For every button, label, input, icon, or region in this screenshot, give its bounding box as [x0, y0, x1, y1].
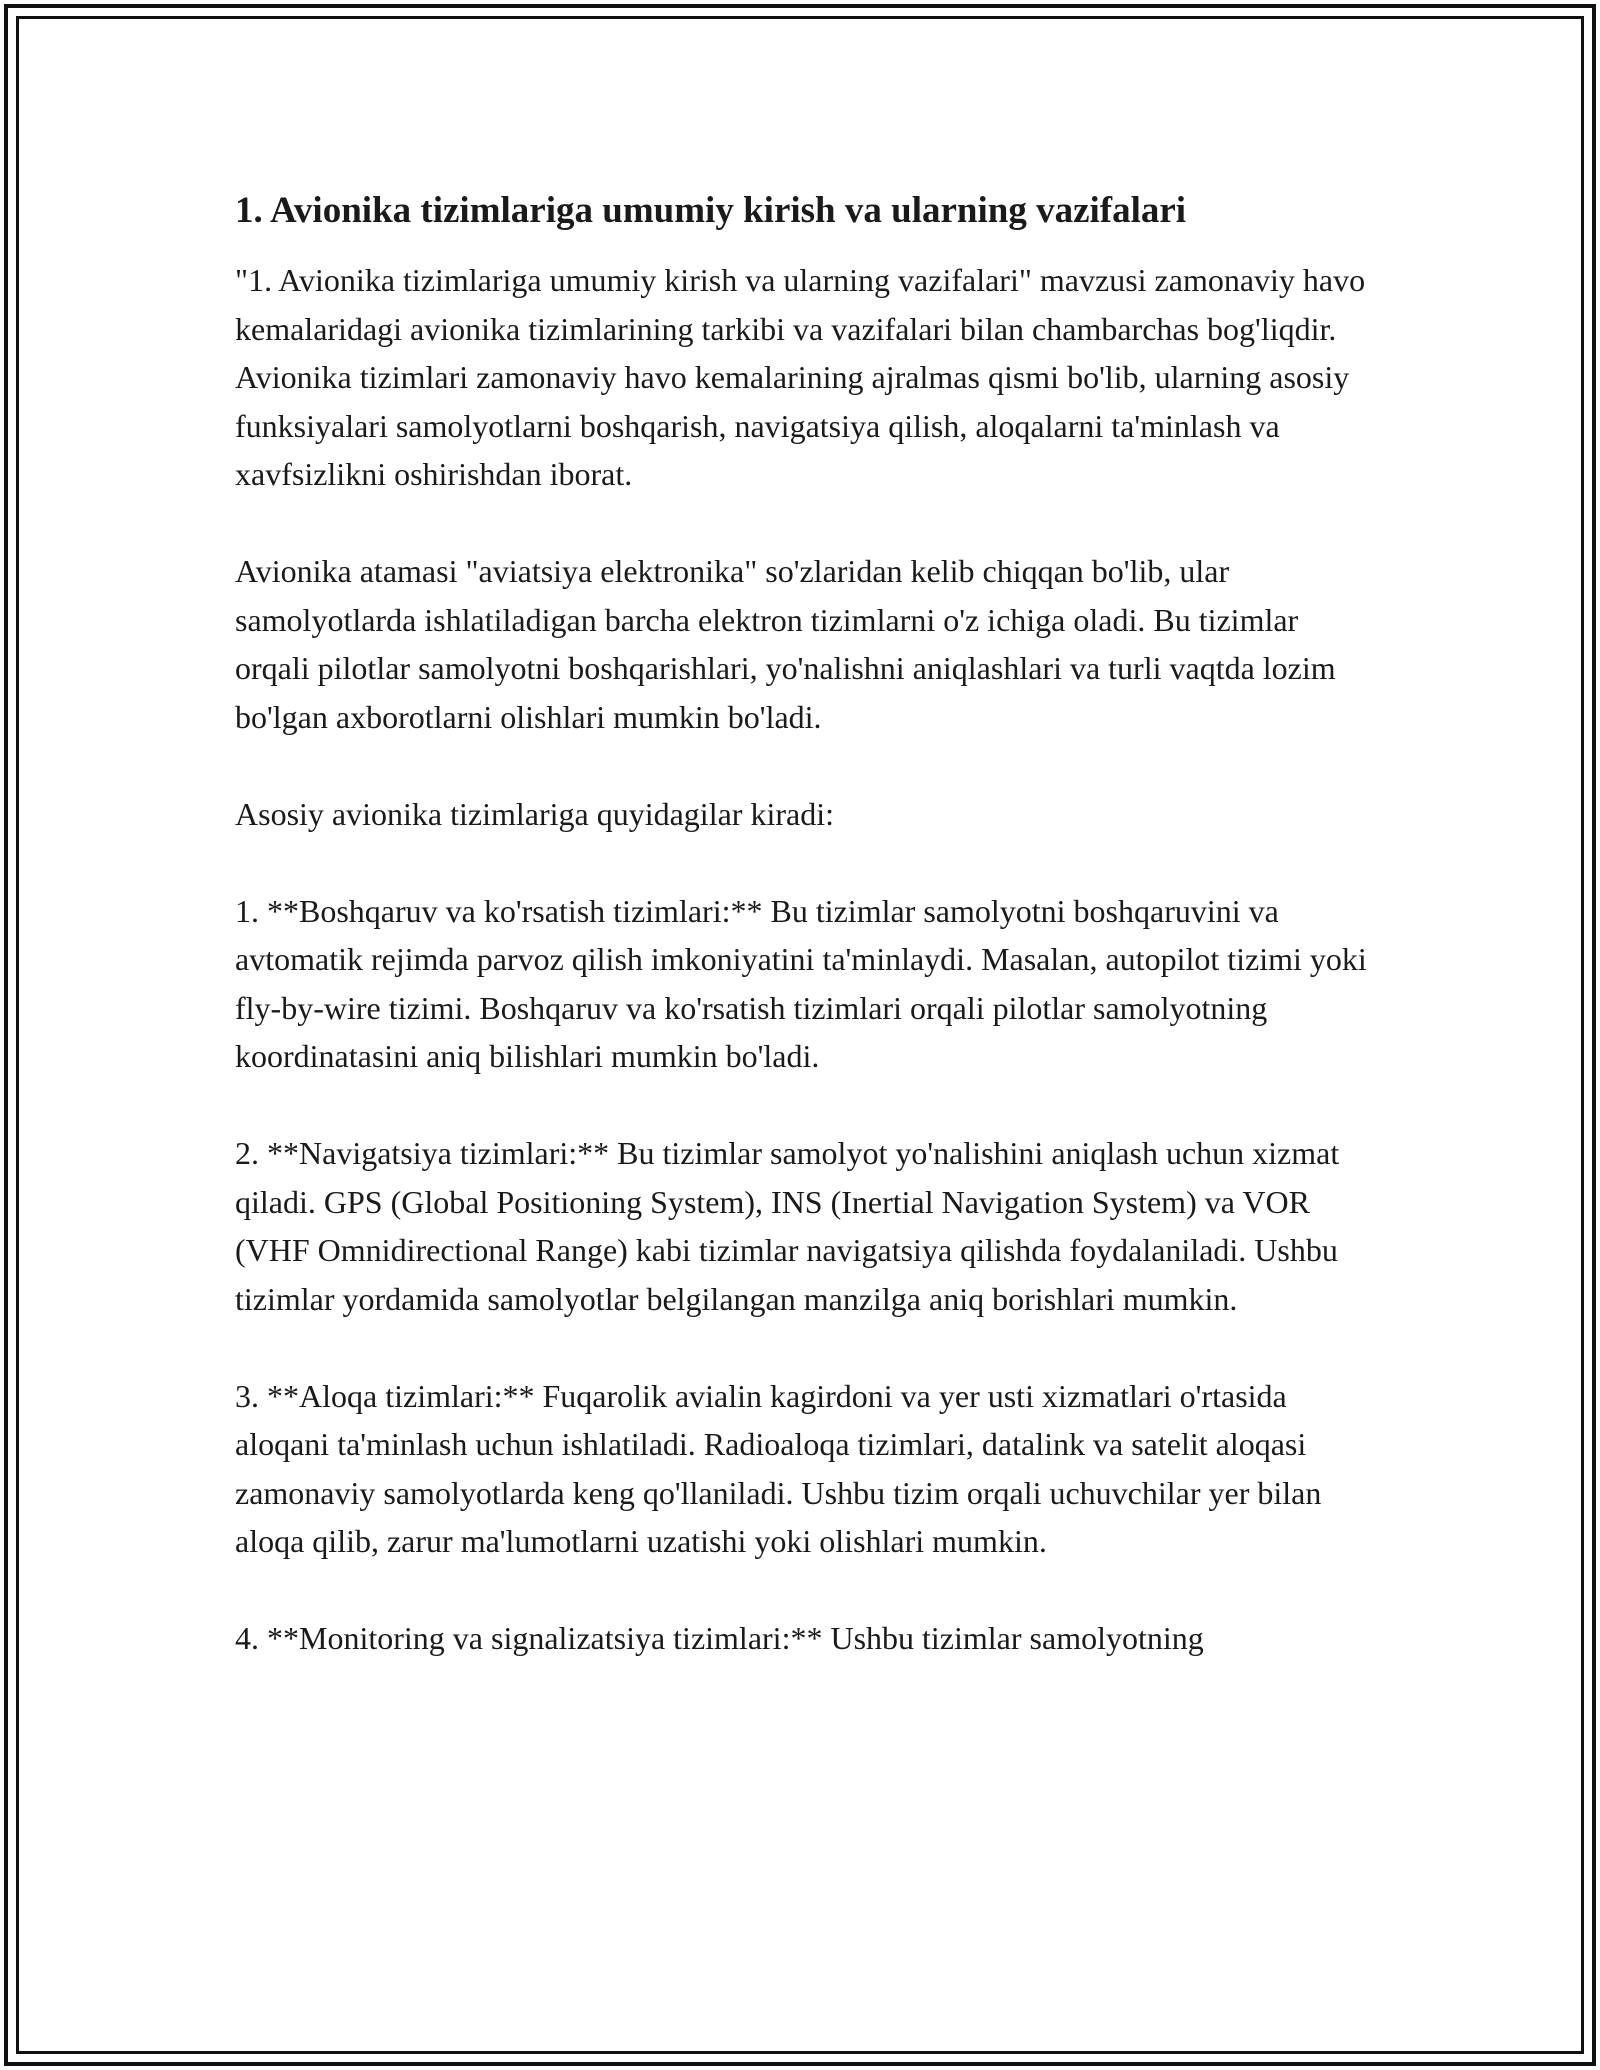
- list-item-control-systems: 1. **Boshqaruv va ko'rsatish tizimlari:** Bu tizimlar samolyotni boshqaruvini va avtomatik rejimda parvoz qilish imkoniyatini ta'minlaydi. Masalan, autopilot tizimi yoki fly-by-wire tizimi. Boshqaruv va ko'rsatish tizimlari orqali pilotlar samolyotning koordinatasini aniq bilishlari mumkin bo'ladi.: [235, 892, 1367, 1074]
- document-body: [235, 184, 1375, 1663]
- list-item-navigation-systems: 2. **Navigatsiya tizimlari:** Bu tizimlar samolyot yo'nalishini aniqlash uchun xizmat qiladi. GPS (Global Positioning System), INS (Inertial Navigation System) va VOR (VHF Omnidirectional Range) kabi tizimlar navigatsiya qilishda foydalaniladi. Ushbu tizimlar yordamida samolyotlar belgilangan manzilga aniq borishlari mumkin.: [235, 1135, 1340, 1317]
- paragraph-definition: Avionika atamasi "aviatsiya elektronika" so'zlaridan kelib chiqqan bo'lib, ular samolyotlarda ishlatiladigan barcha elektron tizimlarni o'z ichiga oladi. Bu tizimlar orqali pilotlar samolyotni boshqarishlari, yo'nalishni aniqlashlari va turli vaqtda lozim bo'lgan axborotlarni olishlari mumkin bo'ladi.: [235, 553, 1336, 735]
- list-item-communication-systems: 3. **Aloqa tizimlari:** Fuqarolik avialin kagirdoni va yer usti xizmatlari o'rtasida aloqani ta'minlash uchun ishlatiladi. Radioaloqa tizimlari, datalink va satelit aloqasi zamonaviy samolyotlarda keng qo'llaniladi. Ushbu tizim orqali uchuvchilar yer bilan aloqa qilib, zarur ma'lumotlarni uzatishi yoki olishlari mumkin.: [235, 1377, 1322, 1559]
- paragraph-list-intro: Asosiy avionika tizimlariga quyidagilar kiradi:: [235, 795, 834, 832]
- document-title: 1. Avionika tizimlariga umumiy kirish va ularning vazifalari: [235, 190, 1187, 231]
- list-item-monitoring-systems: 4. **Monitoring va signalizatsiya tizimlari:** Ushbu tizimlar samolyotning: [235, 1620, 1204, 1656]
- paragraph-intro: "1. Avionika tizimlariga umumiy kirish va ularning vazifalari" mavzusi zamonaviy havo kemalaridagi avionika tizimlarining tarkibi va vazifalari bilan chambarchas bog'liqdir. Avionika tizimlari zamonaviy havo kemalarining ajralmas qismi bo'lib, ularning asosiy funksiyalari samolyotlarni boshqarish, navigatsiya qilish, aloqalarni ta'minlash va xavfsizlikni oshirishdan iborat.: [235, 262, 1366, 492]
